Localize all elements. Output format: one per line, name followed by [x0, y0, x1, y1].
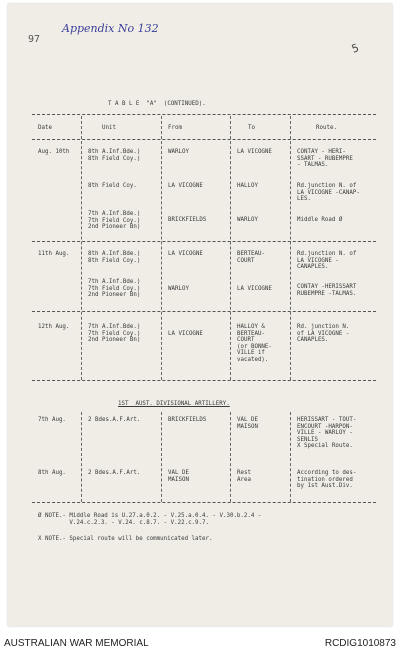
table-title: T A B L E "A" (CONTINUED).: [108, 101, 206, 107]
rule: [290, 412, 291, 502]
cell-from: LA VICOGNE: [168, 331, 203, 337]
rule: [32, 502, 376, 503]
cell-to: LA VICOGNE: [237, 286, 272, 292]
cell-route: CONTAY -HERISSART RUBEMPRE -TALMAS.: [297, 284, 357, 297]
cell-date: Aug. 10th: [38, 149, 70, 155]
rule: [81, 116, 82, 380]
cell-from: BRICKFIELDS: [168, 217, 207, 223]
cell-unit: 7th A.Inf.Bde.) 7th Field Coy.) 2nd Pioneer Bn): [88, 324, 141, 344]
rule: [32, 139, 376, 140]
col-to: To: [248, 125, 255, 131]
cell-from: LA VICOGNE: [168, 183, 203, 189]
cell-date: 11th Aug.: [38, 251, 70, 257]
rule: [290, 116, 291, 380]
cell-to: WARLOY: [237, 217, 258, 223]
artillery-heading: 1ST AUST. DIVISIONAL ARTILLERY.: [118, 401, 230, 407]
cell-date: 8th Aug.: [38, 470, 66, 476]
note-middle-road: Ø NOTE.- Middle Road is U.27.a.0.2. - V.25.a.0.4. - V.30.b.2.4 - V.24.c.2.3. - V.24. c.8.7. - V.22.c.9.7.: [38, 513, 262, 526]
rule: [81, 412, 82, 502]
cell-from: VAL DE MAISON: [168, 470, 189, 483]
rule: [161, 412, 162, 502]
cell-to: BERTEAU- COURT: [237, 251, 265, 264]
cell-from: WARLOY: [168, 286, 189, 292]
cell-date: 7th Aug.: [38, 417, 66, 423]
cell-unit: 8th A.Inf.Bde.) 8th Field Coy.): [88, 149, 141, 162]
col-route: Route.: [316, 125, 337, 131]
cell-route: According to des- tination ordered by 1st Aust.Div.: [297, 470, 357, 490]
cell-route: Rd.junction N. of LA VICOGNE -CANAP- LES.: [297, 183, 360, 203]
cell-to: Rest Area: [237, 470, 251, 483]
cell-route: Rd. junction N. of LA VICOGNE - CANAPLES.: [297, 324, 350, 344]
cell-unit: 8th A.Inf.Bde.) 8th Field Coy.): [88, 251, 141, 264]
rule: [230, 116, 231, 380]
cell-unit: 2 Bdes.A.F.Art.: [88, 470, 141, 476]
cell-unit: 7th A.Inf.Bde.) 7th Field Coy.) 2nd Pioneer Bn): [88, 279, 141, 299]
rule: [161, 116, 162, 380]
cell-from: WARLOY: [168, 149, 189, 155]
note-special-route: X NOTE.- Special route will be communicated later.: [38, 536, 213, 542]
col-date: Date: [38, 125, 52, 131]
cell-unit: 2 Bdes.A.F.Art.: [88, 417, 141, 423]
cell-to: VAL DE MAISON: [237, 417, 258, 430]
appendix-label: Appendix No 132: [62, 22, 159, 35]
cell-route: HERISSART - TOUT- ENCOURT -HARPON- VILLE - WARLOY - SENLIS X Special Route.: [297, 417, 357, 450]
cell-date: 12th Aug.: [38, 324, 70, 330]
cell-unit: 8th Field Coy.: [88, 183, 137, 189]
document-page: [8, 4, 392, 626]
col-unit: Unit: [102, 125, 116, 131]
rule: [230, 412, 231, 502]
cell-to: LA VICOGNE: [237, 149, 272, 155]
cell-from: LA VICOGNE: [168, 251, 203, 257]
col-from: From: [168, 125, 182, 131]
corner-mark: 5: [349, 41, 361, 56]
rule: [32, 380, 376, 381]
rule: [32, 114, 376, 115]
footer-left: AUSTRALIAN WAR MEMORIAL: [4, 638, 149, 649]
cell-unit: 7th A.Inf.Bde.) 7th Field Coy.) 2nd Pioneer Bn): [88, 211, 141, 231]
cell-route: Middle Road Ø: [297, 217, 343, 223]
rule: [32, 311, 376, 312]
page-number: 97: [28, 34, 41, 45]
cell-route: CONTAY - HERI- SSART - RUBEMPRE - TALMAS.: [297, 149, 353, 169]
rule: [32, 241, 376, 242]
cell-from: BRICKFIELDS: [168, 417, 207, 423]
cell-route: Rd.junction N. of LA VICOGNE - CANAPLES.: [297, 251, 357, 271]
cell-to: HALLOY: [237, 183, 258, 189]
cell-to: HALLOY & BERTEAU- COURT (or BONNE- VILLE if vacated).: [237, 324, 272, 363]
footer-right: RCDIG1010873: [324, 638, 396, 649]
